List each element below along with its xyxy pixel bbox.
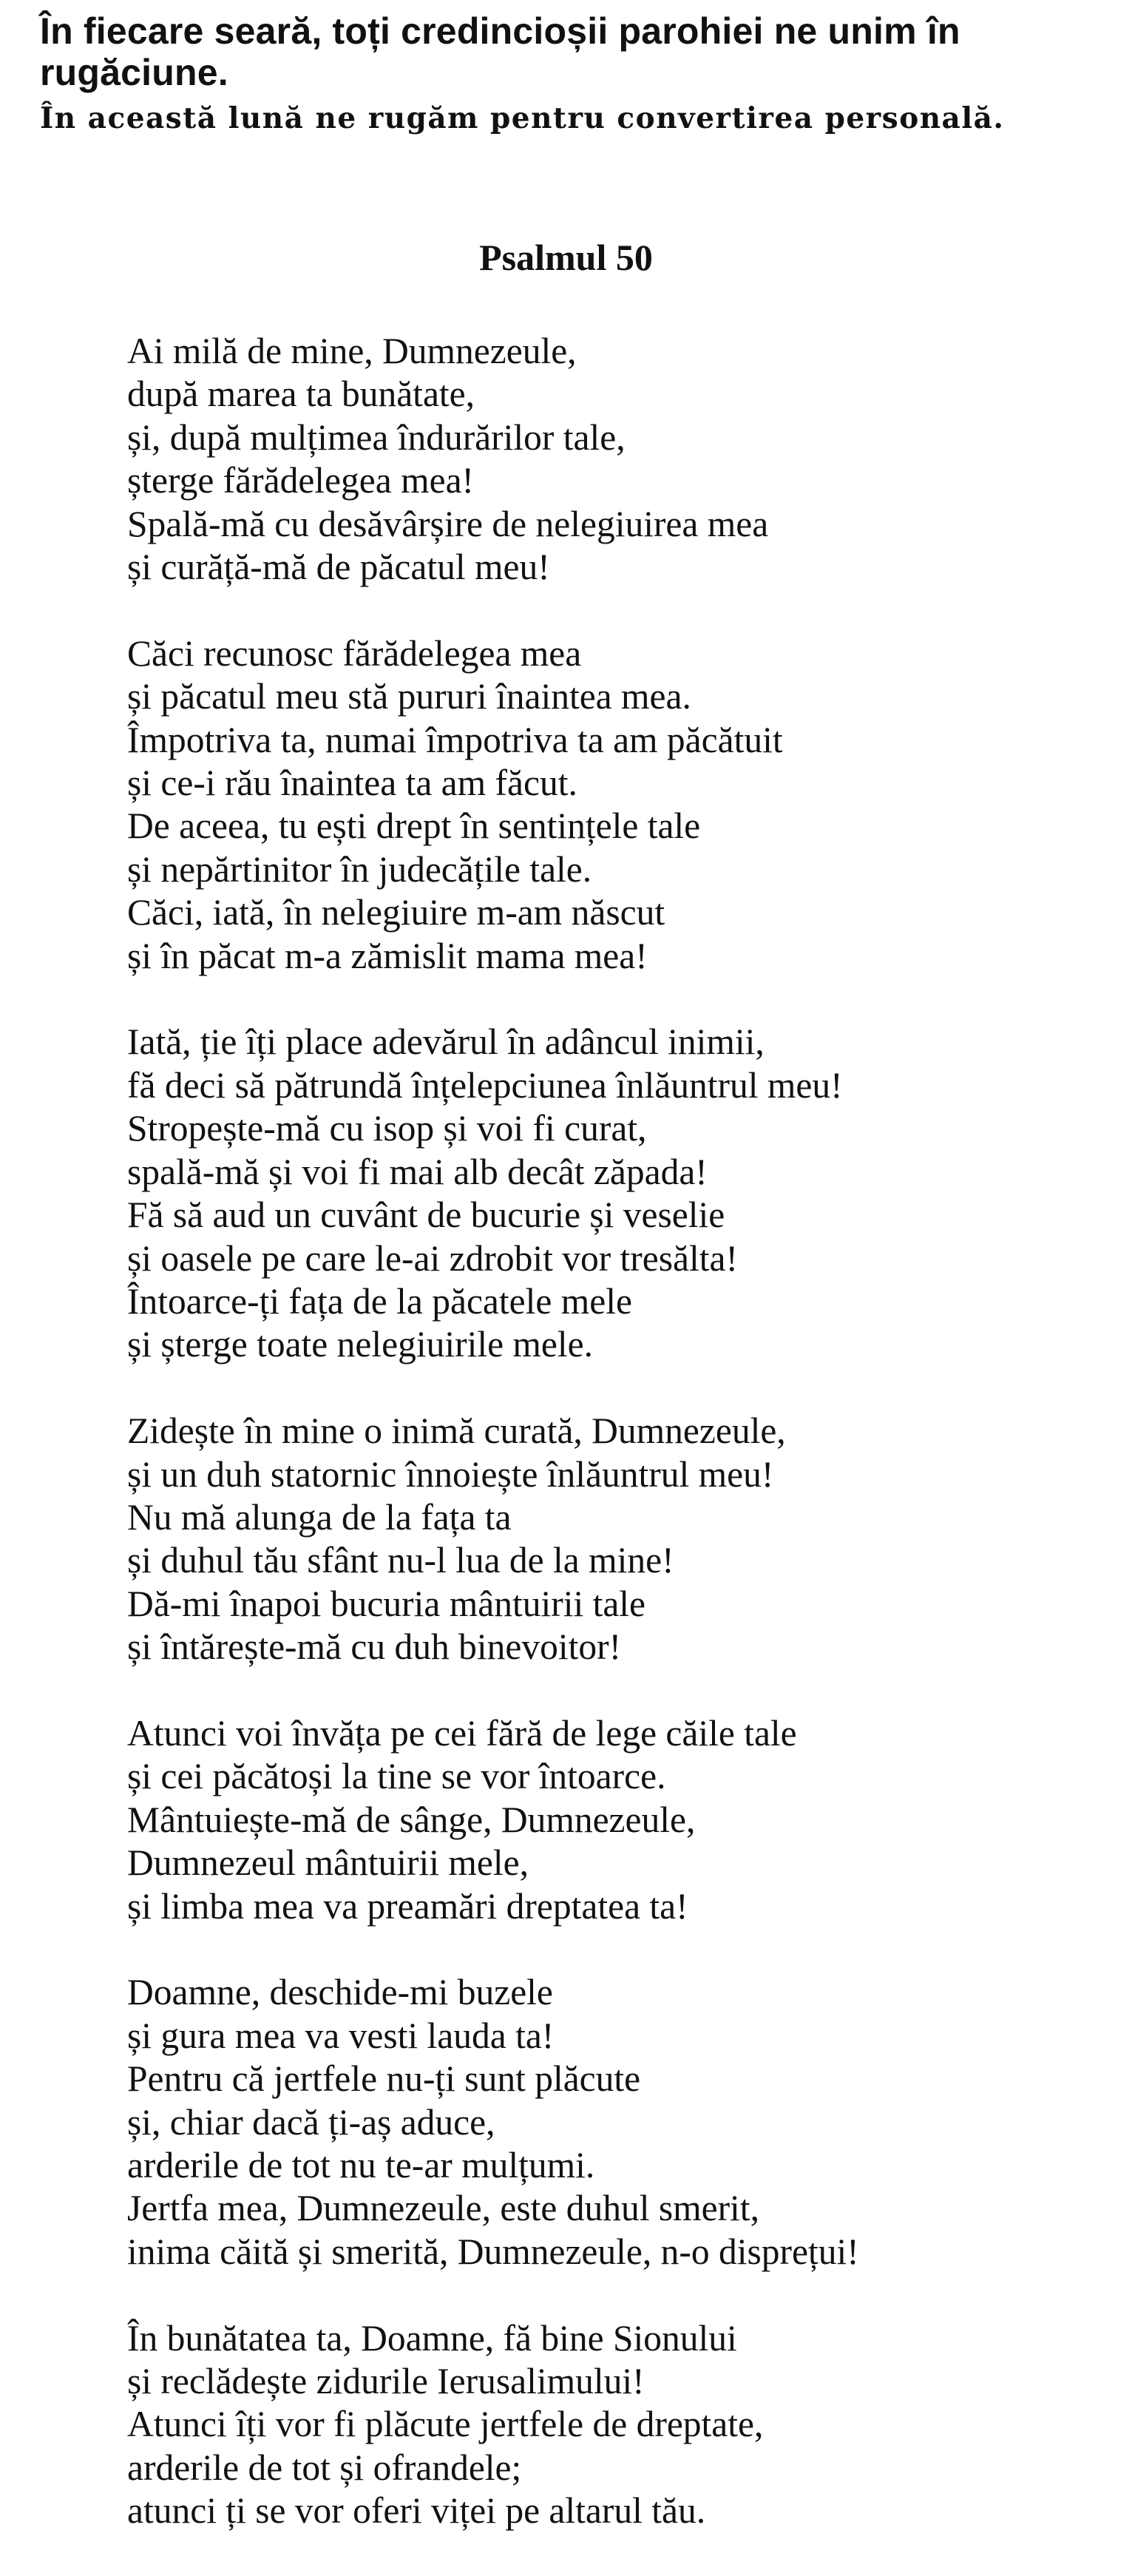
psalm-verse-line: Stropește-mă cu isop și voi fi curat, bbox=[127, 1108, 647, 1149]
psalm-verse-line: și șterge toate nelegiuirile mele. bbox=[127, 1324, 593, 1365]
psalm-verse-line: De aceea, tu ești drept în sentințele tale bbox=[127, 805, 701, 847]
psalm-verse-line: atunci ți se vor oferi viței pe altarul tău. bbox=[127, 2490, 706, 2532]
psalm-text bbox=[127, 330, 1103, 2576]
psalm-verse-line: inima căită și smerită, Dumnezeule, n-o disprețui! bbox=[127, 2231, 859, 2272]
psalm-stanza bbox=[127, 1971, 1103, 2274]
psalm-verse-line: În bunătatea ta, Doamne, fă bine Sionului bbox=[127, 2317, 737, 2359]
psalm-title: Psalmul 50 bbox=[479, 237, 653, 278]
psalm-verse-line: și păcatul meu stă pururi înaintea mea. bbox=[127, 676, 691, 717]
psalm-verse-line: Atunci voi învăța pe cei fără de lege căile tale bbox=[127, 1712, 797, 1754]
psalm-verse-line: și în păcat m-a zămislit mama mea! bbox=[127, 935, 648, 976]
psalm-verse-line: Ai milă de mine, Dumnezeule, bbox=[127, 331, 577, 371]
psalm-verse-line: fă deci să pătrundă înțelepciunea înlăuntrul meu! bbox=[127, 1064, 843, 1106]
psalm-verse-line: și oasele pe care le-ai zdrobit vor tresălta! bbox=[127, 1237, 738, 1279]
psalm-verse-line: spală-mă și voi fi mai alb decât zăpada! bbox=[127, 1151, 708, 1192]
psalm-verse-line: și, chiar dacă ți-aș aduce, bbox=[127, 2101, 495, 2143]
psalm-verse-line: și duhul tău sfânt nu-l lua de la mine! bbox=[127, 1540, 674, 1581]
psalm-verse-line: și gura mea va vesti lauda ta! bbox=[127, 2015, 555, 2056]
psalm-verse-line: Dă-mi înapoi bucuria mântuirii tale bbox=[127, 1583, 646, 1624]
psalm-stanza bbox=[127, 330, 1103, 589]
psalm-verse-line: Jertfa mea, Dumnezeule, este duhul smerit, bbox=[127, 2188, 759, 2229]
psalm-verse-line: și întărește-mă cu duh binevoitor! bbox=[127, 1626, 622, 1668]
psalm-verse-line: și nepărtinitor în judecățile tale. bbox=[127, 848, 592, 890]
psalm-verse-line: și ce-i rău înaintea ta am făcut. bbox=[127, 763, 577, 804]
psalm-verse-line: după marea ta bunătate, bbox=[127, 373, 475, 415]
psalm-verse-line: Întoarce-ți fața de la păcatele mele bbox=[127, 1280, 632, 1322]
psalm-verse-line: și reclădește zidurile Ierusalimului! bbox=[127, 2361, 645, 2401]
psalm-verse-line: și curăță-mă de păcatul meu! bbox=[127, 547, 550, 588]
psalm-verse-line: Dumnezeul mântuirii mele, bbox=[127, 1842, 529, 1884]
psalm-stanza bbox=[127, 2317, 1103, 2533]
psalm-verse-line: Mântuiește-mă de sânge, Dumnezeule, bbox=[127, 1799, 696, 1840]
psalm-verse-line: Atunci îți vor fi plăcute jertfele de dreptate, bbox=[127, 2404, 764, 2445]
psalm-verse-line: Fă să aud un cuvânt de bucurie și veselie bbox=[127, 1194, 725, 1236]
psalm-verse-line: șterge fărădelegea mea! bbox=[127, 460, 475, 501]
psalm-stanza bbox=[127, 1410, 1103, 1669]
psalm-verse-line: și un duh statornic înnoiește înlăuntrul meu! bbox=[127, 1453, 774, 1495]
psalm-verse-line: Zidește în mine o inimă curată, Dumnezeule, bbox=[127, 1410, 786, 1452]
prayer-header bbox=[40, 10, 1105, 136]
psalm-stanza bbox=[127, 1021, 1103, 1366]
psalm-verse-line: Nu mă alunga de la fața ta bbox=[127, 1496, 512, 1538]
psalm-verse-line: Iată, ție îți place adevărul în adâncul inimii, bbox=[127, 1021, 765, 1063]
psalm-stanza bbox=[127, 1712, 1103, 1928]
psalm-verse-line: arderile de tot nu te-ar mulțumi. bbox=[127, 2144, 595, 2185]
psalm-verse-line: arderile de tot și ofrandele; bbox=[127, 2447, 522, 2488]
psalm-verse-line: și limba mea va preamări dreptatea ta! bbox=[127, 1885, 688, 1927]
psalm-verse-line: Pentru că jertfele nu-ți sunt plăcute bbox=[127, 2058, 641, 2100]
psalm-verse-line: Căci recunosc fărădelegea mea bbox=[127, 632, 582, 674]
prayer-intro-heading: În fiecare seară, toți credincioșii parohiei ne unim în rugăciune. bbox=[40, 10, 960, 93]
psalm-verse-line: Spală-mă cu desăvârșire de nelegiuirea mea bbox=[127, 503, 769, 544]
psalm-verse-line: și cei păcătoși la tine se vor întoarce. bbox=[127, 1756, 666, 1797]
psalm-verse-line: Împotriva ta, numai împotriva ta am păcătuit bbox=[127, 719, 783, 760]
psalm-verse-line: Căci, iată, în nelegiuire m-am născut bbox=[127, 892, 665, 933]
monthly-intention-subheading: În această lună ne rugăm pentru convertirea personală. bbox=[40, 101, 1005, 135]
psalm-verse-line: Doamne, deschide-mi buzele bbox=[127, 1972, 553, 2013]
psalm-stanza bbox=[127, 632, 1103, 978]
psalm-verse-line: și, după mulțimea îndurărilor tale, bbox=[127, 416, 626, 458]
